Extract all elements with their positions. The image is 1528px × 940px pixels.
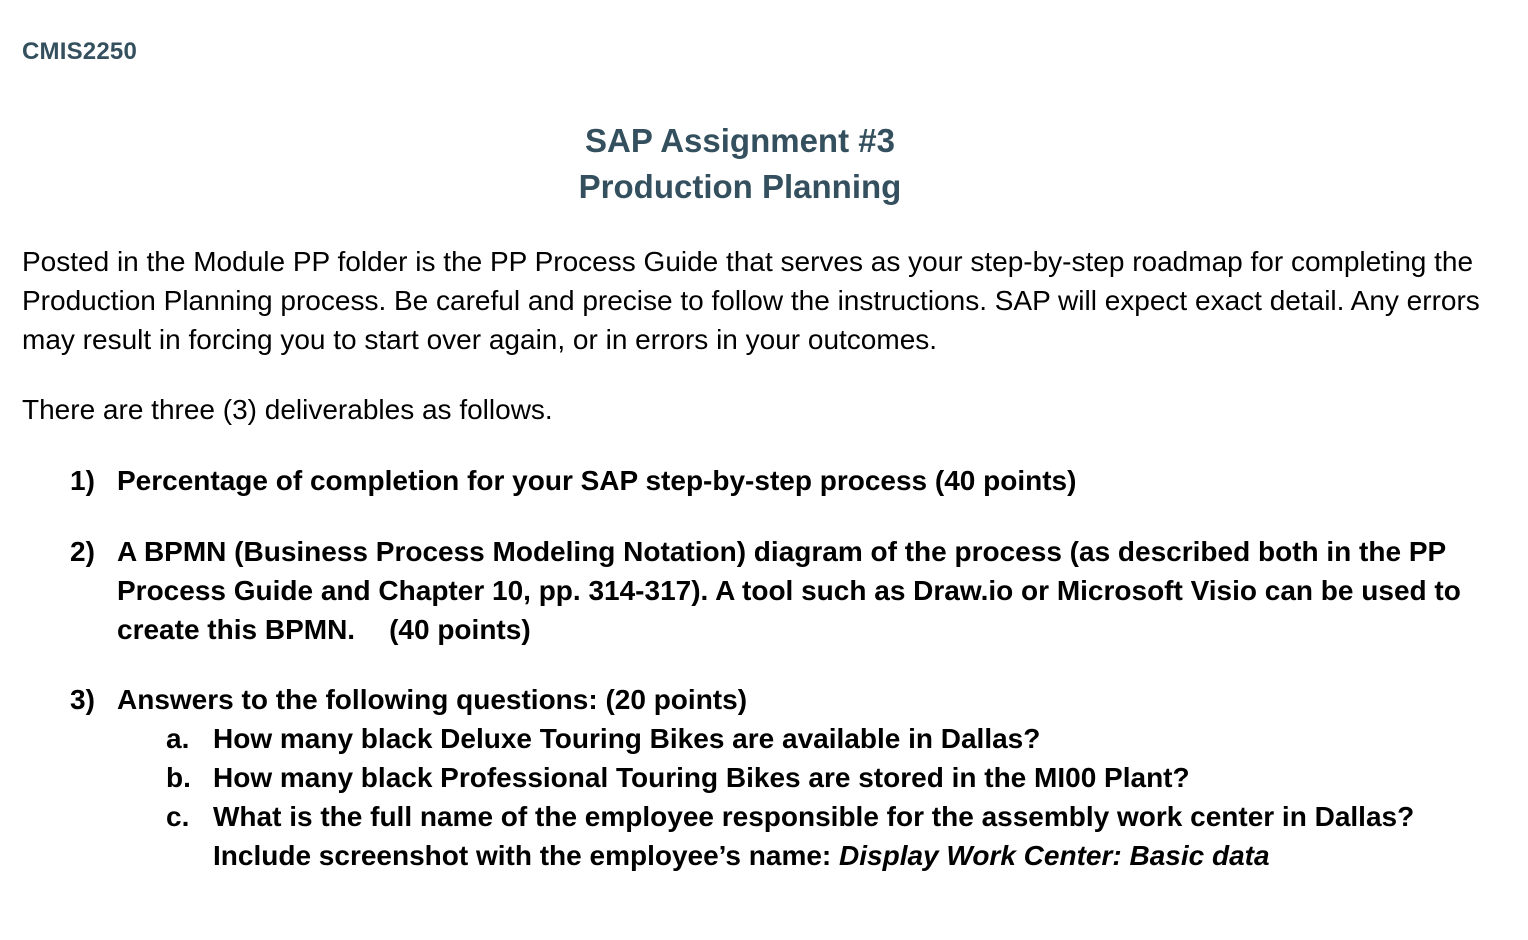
question-emphasis: Display Work Center: Basic data [839, 840, 1270, 871]
deliverable-item-2 [70, 532, 1470, 649]
question-letter: b. [166, 762, 191, 793]
intro-paragraph: Posted in the Module PP folder is the PP Process Guide that serves as your step-by-step roadmap for completing the Production Planning process. Be careful and precise to follow the instructions. SAP will expect exact detail. Any errors may result in forcing you to start over again, or in errors in your outcomes. [22, 246, 1480, 355]
question-item-a [166, 719, 1470, 758]
title-line-1: SAP Assignment #3 [585, 122, 895, 159]
question-text: How many black Professional Touring Bikes are stored in the MI00 Plant? [213, 762, 1190, 793]
deliverable-item-3 [70, 680, 1470, 875]
question-letter: c. [166, 801, 190, 832]
title-line-2: Production Planning [578, 168, 902, 205]
deliverable-points: (40 points) [389, 614, 531, 645]
deliverable-item-1 [70, 461, 1470, 500]
deliverable-text-block [117, 532, 1470, 649]
question-item-c [166, 797, 1470, 875]
deliverable-number: 3) [70, 684, 95, 715]
question-text-block [213, 797, 1470, 875]
deliverable-number: 1) [70, 465, 95, 496]
deliverable-text: A BPMN (Business Process Modeling Notation) diagram of the process (as described both in the PP Process Guide and Chapter 10, pp. 314-317). A tool such as Draw.io or Microsoft Visio can be used to create this BPMN. [117, 536, 1461, 645]
deliverable-text: Answers to the following questions: (20 points) [117, 684, 748, 715]
deliverable-number: 2) [70, 536, 95, 567]
deliverable-body [117, 680, 1470, 875]
document-title [0, 118, 1480, 210]
deliverable-text: Percentage of completion for your SAP step-by-step process (40 points) [117, 465, 1077, 496]
course-code: CMIS2250 [22, 38, 137, 65]
question-text: How many black Deluxe Touring Bikes are available in Dallas? [213, 723, 1041, 754]
question-item-b [166, 758, 1470, 797]
question-text: What is the full name of the employee responsible for the assembly work center in Dallas? Include screenshot with the employee’s name: [213, 801, 1415, 871]
question-letter: a. [166, 723, 190, 754]
deliverables-lead: There are three (3) deliverables as follows. [22, 394, 553, 425]
